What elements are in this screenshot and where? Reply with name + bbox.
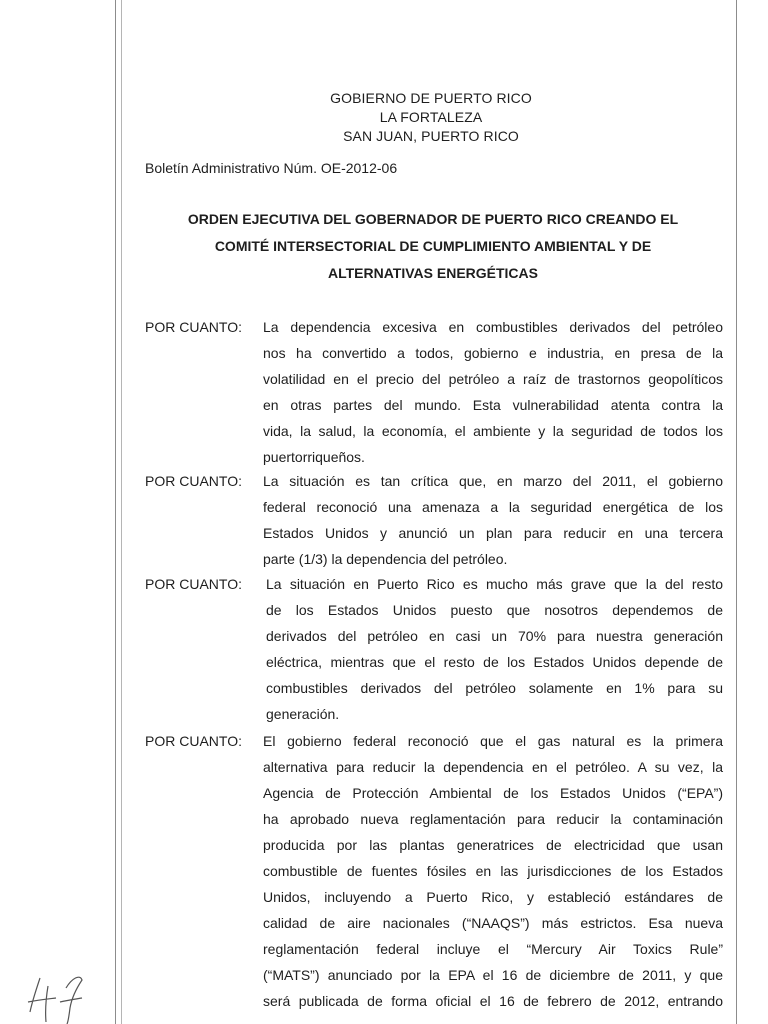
text-line: (“MATS”) anunciado por la EPA el 16 de diciembre de 2011, y que [263,967,723,983]
header-line: GOBIERNO DE PUERTO RICO [330,90,532,106]
text-line: parte (1/3) la dependencia del petróleo. [263,551,508,567]
clause-label: POR CUANTO: [145,473,242,489]
text-line: La situación es tan crítica que, en marzo del 2011, el gobierno [263,473,723,489]
text-line: eléctrica, mientras que el resto de los Estados Unidos depende de [266,654,723,670]
document-title [143,206,723,287]
text-line: combustibles derivados del petróleo solamente en 1% para su [266,680,723,696]
header-line: LA FORTALEZA [379,109,483,125]
clause-body [263,468,723,572]
text-line: derivados del petróleo en casi un 70% para nuestra generación [266,628,723,644]
text-line: reglamentación federal incluye el “Mercury Air Toxics Rule” [263,941,723,957]
document-header [0,89,768,146]
text-line: La dependencia excesiva en combustibles derivados del petróleo [263,319,723,335]
text-line: producida por las plantas generatrices de electricidad que usan [263,837,723,853]
text-line: puertorriqueños. [263,449,365,465]
text-line: federal reconoció una amenaza a la seguridad energética de los [263,499,723,515]
header-line: SAN JUAN, PUERTO RICO [343,128,519,144]
text-line: en otras partes del mundo. Esta vulnerabilidad atenta contra la [263,397,723,413]
text-line: vida, la salud, la economía, el ambiente y la seguridad de todos los [263,423,723,439]
text-line: nos ha convertido a todos, gobierno e industria, en presa de la [263,345,723,361]
text-line: calidad de aire nacionales (“NAAQS”) más estrictos. Esa nueva [263,915,723,931]
text-line: alternativa para reducir la dependencia en el petróleo. A su vez, la [263,759,723,775]
clause-body [263,314,723,470]
title-line: COMITÉ INTERSECTORIAL DE CUMPLIMIENTO AMBIENTAL Y DE [214,238,652,254]
bulletin-number: Boletín Administrativo Núm. OE-2012-06 [145,160,398,176]
text-line: será publicada de forma oficial el 16 de febrero de 2012, entrando [263,993,723,1009]
clause-body [263,728,723,1014]
text-line: Unidos, incluyendo a Puerto Rico, y estableció estándares de [263,889,723,905]
text-line: El gobierno federal reconoció que el gas natural es la primera [263,733,723,749]
clause-label: POR CUANTO: [145,319,242,335]
clause-label: POR CUANTO: [145,576,242,592]
clause-body [266,571,723,727]
title-line: ORDEN EJECUTIVA DEL GOBERNADOR DE PUERTO RICO CREANDO EL [187,211,679,227]
text-line: volatilidad en el precio del petróleo a raíz de trastornos geopolíticos [263,371,723,387]
text-line: de los Estados Unidos puesto que nosotros dependemos de [266,602,723,618]
text-line: Agencia de Protección Ambiental de los Estados Unidos (“EPA”) [263,785,723,801]
page-border-left [115,0,116,1024]
title-line: ALTERNATIVAS ENERGÉTICAS [327,265,538,281]
clause-label: POR CUANTO: [145,733,242,749]
page-border-left-inner [121,0,122,1024]
text-line: combustible de fuentes fósiles en las jurisdicciones de los Estados [263,863,723,879]
text-line: ha aprobado nueva reglamentación para reducir la contaminación [263,811,723,827]
text-line: generación. [266,706,340,722]
handwritten-initials [26,968,106,1024]
text-line: La situación en Puerto Rico es mucho más grave que la del resto [266,576,723,592]
text-line: Estados Unidos y anunció un plan para reducir en una tercera [263,525,723,541]
page-border-right [736,0,737,1024]
